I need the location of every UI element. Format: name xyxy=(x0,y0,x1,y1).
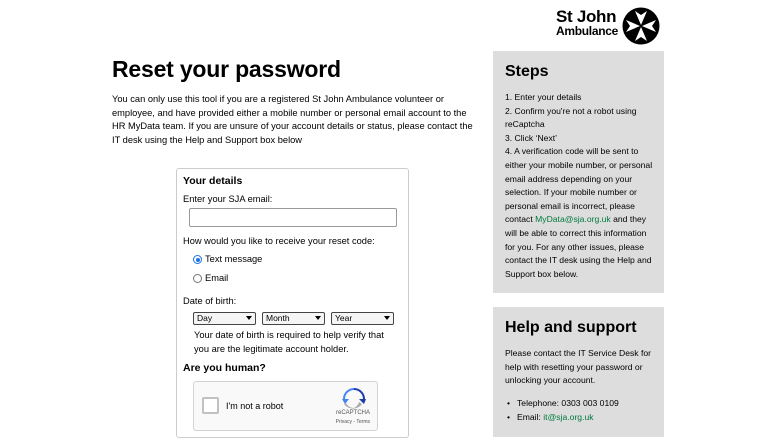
steps-panel xyxy=(493,51,664,293)
step-2: 2. Confirm you're not a robot using reCaptcha xyxy=(505,105,637,130)
day-select-value: Day xyxy=(197,313,213,323)
recaptcha-brand: reCAPTCHA xyxy=(335,410,370,416)
it-email-link[interactable]: it@sja.org.uk xyxy=(543,411,594,422)
logo-line2: Ambulance xyxy=(556,24,618,38)
details-form xyxy=(176,168,409,438)
recaptcha-icon xyxy=(342,388,366,410)
mydata-email-link[interactable]: MyData@sja.org.uk xyxy=(535,214,611,225)
sja-logo[interactable] xyxy=(556,7,660,45)
email-option-label[interactable]: Email xyxy=(205,273,229,283)
text-message-label[interactable]: Text message xyxy=(205,254,263,264)
month-select-value: Month xyxy=(266,313,290,323)
step-4 xyxy=(505,145,657,281)
year-select[interactable] xyxy=(331,312,394,325)
step-1: 1. Enter your details xyxy=(505,92,582,102)
email-radio[interactable] xyxy=(193,274,202,283)
steps-list xyxy=(505,91,657,281)
month-select[interactable] xyxy=(262,312,325,325)
help-email xyxy=(505,411,657,425)
logo-line1: St John xyxy=(556,7,617,26)
logo-text xyxy=(556,9,618,39)
help-panel xyxy=(493,307,664,437)
recaptcha-checkbox[interactable] xyxy=(202,397,219,414)
page-title: Reset your password xyxy=(112,56,341,82)
recaptcha-widget xyxy=(193,381,378,431)
human-heading: Are you human? xyxy=(183,362,266,374)
intro-text: You can only use this tool if you are a registered St John Ambulance volunteer or employee, and have provided either a mobile number or personal email account to the HR MyData team. If you are unsure of your account details or status, please contact the IT desk using the Help and Support box below xyxy=(112,94,473,145)
help-text: Please contact the IT Service Desk for help with resetting your password or unlocking your account. xyxy=(505,348,652,386)
form-heading: Your details xyxy=(183,175,243,187)
dob-label: Date of birth: xyxy=(183,296,237,306)
help-heading: Help and support xyxy=(505,319,637,336)
chevron-down-icon xyxy=(315,316,321,320)
text-message-radio[interactable] xyxy=(193,255,202,264)
step-4-text: 4. A verification code will be sent to either your mobile number, or personal email address depending on your selection. If your mobile number or personal email is incorrect, please contact xyxy=(505,146,653,225)
recaptcha-label: I'm not a robot xyxy=(226,401,284,411)
chevron-down-icon xyxy=(246,316,252,320)
chevron-down-icon xyxy=(384,316,390,320)
year-select-value: Year xyxy=(335,313,353,323)
recaptcha-terms-link[interactable]: Privacy - Terms xyxy=(335,419,370,425)
dob-note: Your date of birth is required to help verify that you are the legitimate account holder. xyxy=(194,330,384,354)
step-4-text-end: and they will be able to correct this information for you. For any other issues, please contact the IT desk using the Help and Support box below. xyxy=(505,214,652,279)
help-email-prefix: Email: xyxy=(517,411,544,422)
email-input[interactable] xyxy=(189,208,397,227)
help-telephone: • Telephone: 0303 003 0109 xyxy=(505,397,657,411)
step-3: 3. Click ‘Next’ xyxy=(505,132,558,143)
steps-heading: Steps xyxy=(505,63,549,80)
receive-label: How would you like to receive your reset code: xyxy=(183,236,375,246)
day-select[interactable] xyxy=(193,312,256,325)
email-label: Enter your SJA email: xyxy=(183,194,273,204)
help-contact-list xyxy=(505,397,657,424)
maltese-cross-icon xyxy=(622,7,660,45)
